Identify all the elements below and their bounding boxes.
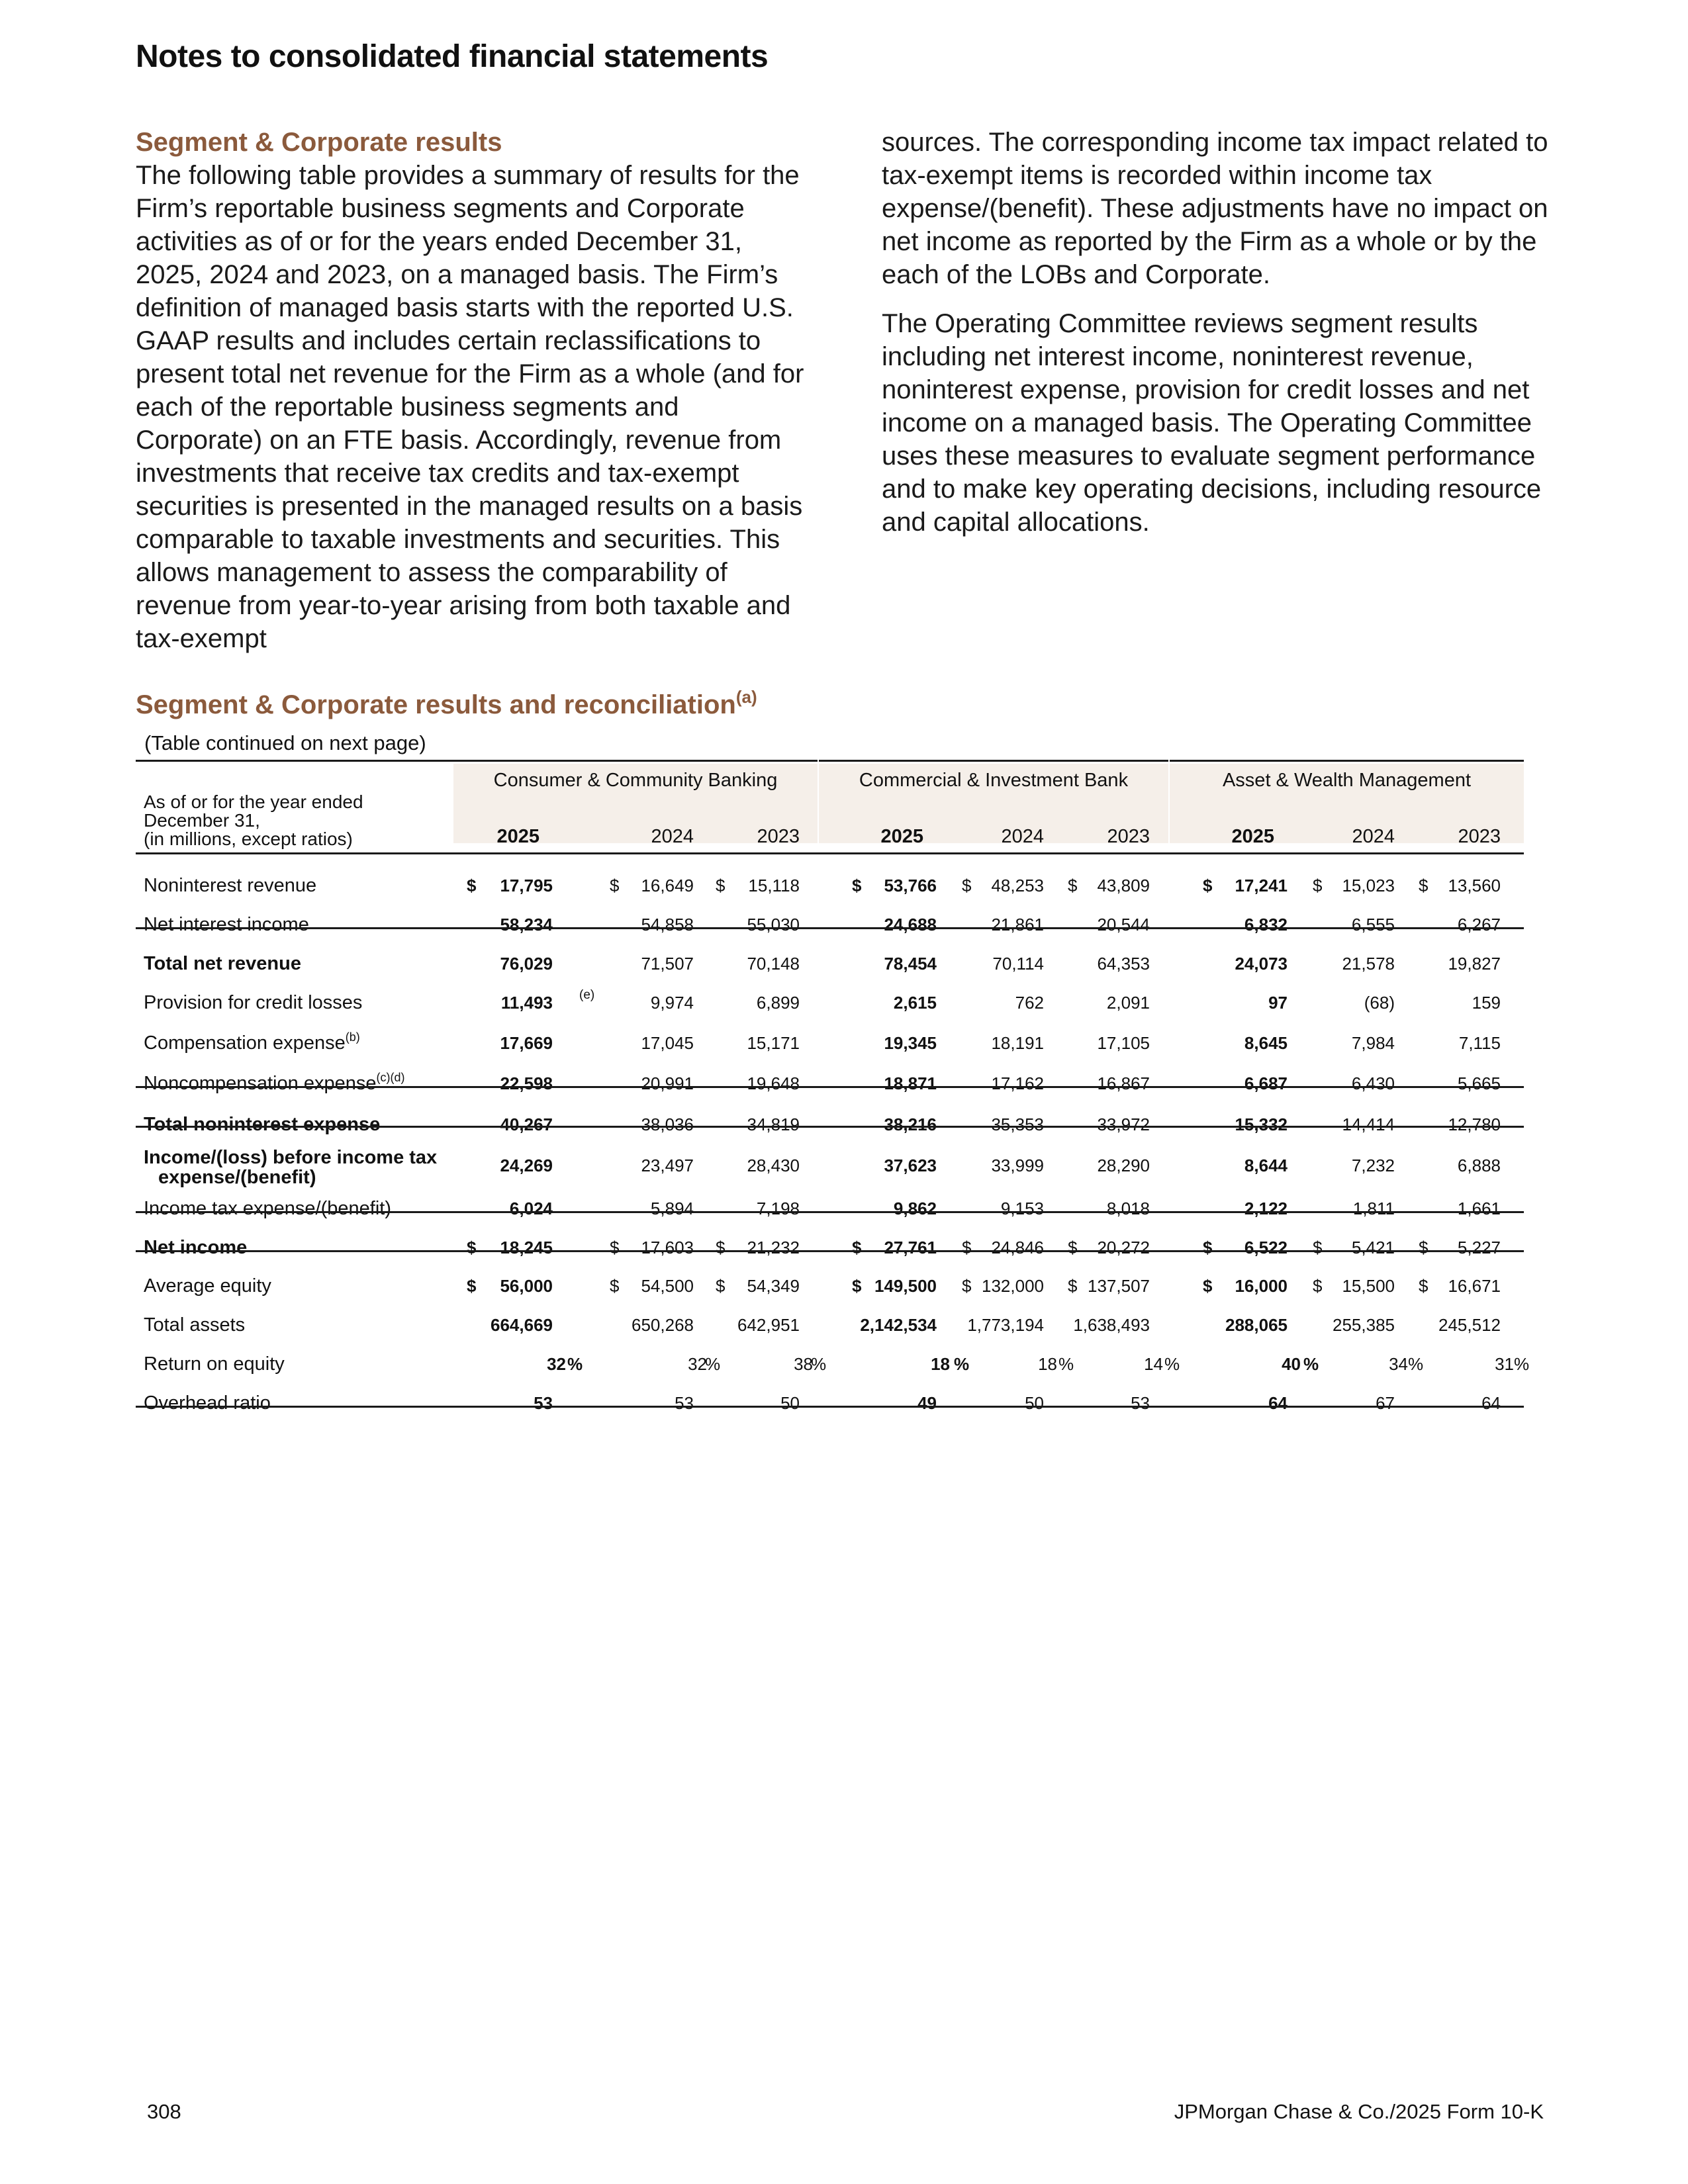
- table-cell: 32: [547, 1354, 566, 1374]
- table-cell: 78,454: [884, 954, 937, 974]
- table-cell: 6,430: [1351, 1073, 1395, 1093]
- table-cell: 6,555: [1351, 915, 1395, 934]
- table-cell: 22,598: [500, 1073, 553, 1093]
- table-cell: 33,999: [991, 1156, 1044, 1175]
- dollar-sign: $: [1068, 1238, 1078, 1257]
- table-cell: 27,761: [884, 1238, 937, 1257]
- table-cell: 53: [534, 1393, 553, 1413]
- table-cell: 255,385: [1333, 1315, 1395, 1335]
- percent-sign: %: [1408, 1354, 1424, 1374]
- dollar-sign: $: [716, 1276, 726, 1296]
- row-label-text: Return on equity: [144, 1353, 285, 1375]
- table-cell: 7,115: [1458, 1033, 1501, 1053]
- year-header: 2024: [651, 826, 694, 847]
- cell-footnote: (e): [579, 988, 595, 1002]
- table-cell: 28,290: [1097, 1156, 1150, 1175]
- table-cell: 20,272: [1097, 1238, 1150, 1257]
- row-label: [144, 1199, 391, 1218]
- row-label-text: Overhead ratio: [144, 1392, 271, 1414]
- row-label: [144, 993, 362, 1013]
- intro-paragraph-continued: sources. The corresponding income tax impact related to tax-exempt items is recorded within income tax expense/(benefit). These adjustments have no impact on net income as reported by the Firm as a whole or by the each of the LOBs and Corporate.: [882, 128, 1548, 289]
- table-cell: 43,809: [1097, 876, 1150, 895]
- table-cell: 19,345: [884, 1033, 937, 1053]
- row-label-text: Total assets: [144, 1314, 246, 1336]
- table-heading: [136, 688, 757, 721]
- table-cell: 18,245: [500, 1238, 553, 1257]
- table-cell: 48,253: [991, 876, 1044, 895]
- page-number: 308: [147, 2100, 181, 2123]
- table-cell: 50: [1025, 1393, 1044, 1413]
- table-cell: 9,862: [893, 1199, 937, 1218]
- table-rule: [136, 927, 1524, 929]
- table-cell: 149,500: [874, 1276, 937, 1296]
- row-label: [144, 954, 301, 974]
- table-cell: 18: [1038, 1354, 1057, 1374]
- table-cell: 53: [1131, 1393, 1150, 1413]
- table-cell: 245,512: [1438, 1315, 1501, 1335]
- table-cell: 23,497: [641, 1156, 694, 1175]
- table-cell: 288,065: [1225, 1315, 1288, 1335]
- segment-header: [1170, 760, 1524, 797]
- row-label: [144, 1276, 271, 1296]
- table-rule: [136, 1406, 1524, 1408]
- table-cell: 9,153: [1000, 1199, 1044, 1218]
- row-label-text: Provision for credit losses: [144, 992, 363, 1013]
- segment-title: Consumer & Community Banking: [493, 770, 778, 791]
- table-cell: 18: [931, 1354, 950, 1374]
- document-footer: JPMorgan Chase & Co./2025 Form 10-K: [1174, 2100, 1544, 2123]
- table-cell: 132,000: [982, 1276, 1044, 1296]
- table-cell: 1,661: [1457, 1199, 1501, 1218]
- table-cell: 21,578: [1342, 954, 1395, 974]
- table-cell: 17,045: [641, 1033, 694, 1053]
- dollar-sign: $: [962, 876, 972, 895]
- year-header: 2025: [496, 826, 539, 847]
- table-cell: 24,269: [500, 1156, 553, 1175]
- table-cell: 58,234: [500, 915, 553, 934]
- percent-sign: %: [811, 1354, 827, 1374]
- intro-paragraph-operating-committee: The Operating Committee reviews segment results including net interest income, noninterest revenue, noninterest expense, provision for credit losses and net income on a managed basis. The Operating Committee uses these measures to evaluate segment performance and to make key operating decisions, including resource and capital allocations.: [882, 309, 1542, 537]
- row-label-text: Compensation expense: [144, 1032, 346, 1054]
- dollar-sign: $: [1419, 1276, 1429, 1296]
- table-cell: 11,493: [500, 993, 553, 1013]
- table-cell: 54,349: [747, 1276, 800, 1296]
- section-heading: Segment & Corporate results: [136, 128, 502, 157]
- dollar-sign: $: [467, 876, 477, 895]
- table-cell: 33,972: [1097, 1115, 1150, 1134]
- column-header-line: (in millions, except ratios): [144, 829, 353, 849]
- table-cell: 18,871: [884, 1073, 937, 1093]
- table-cell: 1,638,493: [1073, 1315, 1150, 1335]
- table-cell: 8,644: [1244, 1156, 1288, 1175]
- table-cell: 15,500: [1342, 1276, 1395, 1296]
- table-rule: [136, 1211, 1524, 1213]
- table-cell: 17,795: [500, 876, 553, 895]
- percent-sign: %: [567, 1354, 583, 1374]
- column-header-line: December 31,: [144, 810, 260, 831]
- percent-sign: %: [1514, 1354, 1530, 1374]
- segment-title: Asset & Wealth Management: [1222, 770, 1472, 791]
- intro-left-column: [136, 126, 804, 671]
- row-label: [144, 1115, 380, 1134]
- dollar-sign: $: [716, 876, 726, 895]
- row-label: [144, 1354, 285, 1374]
- segment-title: Commercial & Investment Bank: [859, 770, 1129, 791]
- row-label: [144, 1393, 271, 1413]
- row-label-text: Average equity: [144, 1275, 271, 1297]
- column-header: [144, 793, 363, 848]
- segment-header: [819, 760, 1168, 797]
- table-cell: 1,773,194: [967, 1315, 1044, 1335]
- table-cell: 2,142,534: [860, 1315, 937, 1335]
- table-cell: 1,811: [1352, 1199, 1395, 1218]
- table-cell: 7,198: [756, 1199, 800, 1218]
- year-header: 2023: [757, 826, 800, 847]
- dollar-sign: $: [852, 1238, 862, 1257]
- row-label: [144, 1238, 247, 1257]
- table-cell: 38,036: [641, 1115, 694, 1134]
- table-cell: 64,353: [1097, 954, 1150, 974]
- table-cell: 8,645: [1244, 1033, 1288, 1053]
- table-cell: 55,030: [747, 915, 800, 934]
- table-cell: 5,227: [1457, 1238, 1501, 1257]
- dollar-sign: $: [1419, 876, 1429, 895]
- table-cell: 67: [1376, 1393, 1395, 1413]
- table-cell: 9,974: [650, 993, 694, 1013]
- dollar-sign: $: [962, 1276, 972, 1296]
- table-cell: 28,430: [747, 1156, 800, 1175]
- row-label-text: Noncompensation expense: [144, 1073, 377, 1094]
- table-cell: 54,858: [641, 915, 694, 934]
- table-cell: 64: [1481, 1393, 1501, 1413]
- year-header: 2025: [1231, 826, 1274, 847]
- table-continued-note: (Table continued on next page): [144, 731, 426, 754]
- table-cell: 5,421: [1351, 1238, 1395, 1257]
- table-cell: 2,091: [1106, 993, 1150, 1013]
- table-cell: 21,232: [747, 1238, 800, 1257]
- table-cell: 6,687: [1244, 1073, 1288, 1093]
- table-cell: 56,000: [500, 1276, 553, 1296]
- table-cell: 2,122: [1244, 1199, 1288, 1218]
- table-rule: [136, 1086, 1524, 1088]
- table-cell: 70,148: [747, 954, 800, 974]
- percent-sign: %: [954, 1354, 970, 1374]
- header-bottom-rule: [136, 852, 1524, 854]
- dollar-sign: $: [467, 1238, 477, 1257]
- table-cell: 6,888: [1457, 1156, 1501, 1175]
- table-cell: 12,780: [1448, 1115, 1501, 1134]
- dollar-sign: $: [1203, 1276, 1213, 1296]
- table-cell: 15,171: [747, 1033, 800, 1053]
- row-label-text: Income tax expense/(benefit): [144, 1198, 391, 1219]
- table-cell: 15,023: [1342, 876, 1395, 895]
- table-cell: 17,241: [1235, 876, 1288, 895]
- table-cell: 76,029: [500, 954, 553, 974]
- percent-sign: %: [1058, 1354, 1074, 1374]
- table-cell: 14,414: [1342, 1115, 1395, 1134]
- table-cell: 14: [1144, 1354, 1163, 1374]
- table-cell: 6,024: [509, 1199, 553, 1218]
- segment-header: [453, 760, 818, 797]
- table-cell: (68): [1364, 993, 1395, 1013]
- table-cell: 40: [1282, 1354, 1301, 1374]
- table-cell: 53,766: [884, 876, 937, 895]
- dollar-sign: $: [1313, 1276, 1323, 1296]
- table-cell: 159: [1472, 993, 1501, 1013]
- table-cell: 24,846: [991, 1238, 1044, 1257]
- table-cell: 35,353: [991, 1115, 1044, 1134]
- row-label: [144, 1148, 437, 1187]
- percent-sign: %: [1303, 1354, 1319, 1374]
- table-cell: 17,162: [991, 1073, 1044, 1093]
- table-cell: 15,332: [1235, 1115, 1288, 1134]
- dollar-sign: $: [467, 1276, 477, 1296]
- table-cell: 650,268: [632, 1315, 694, 1335]
- row-label-line: Income/(loss) before income tax: [144, 1147, 438, 1168]
- table-cell: 19,827: [1448, 954, 1501, 974]
- table-cell: 7,984: [1351, 1033, 1395, 1053]
- table-cell: 31: [1495, 1354, 1514, 1374]
- table-cell: 6,267: [1457, 915, 1501, 934]
- row-label: [144, 1073, 404, 1093]
- row-label-line: expense/(benefit): [158, 1167, 316, 1188]
- table-cell: 6,832: [1244, 915, 1288, 934]
- table-cell: 20,544: [1097, 915, 1150, 934]
- year-header: 2025: [880, 826, 923, 847]
- dollar-sign: $: [1068, 1276, 1078, 1296]
- table-cell: 38: [794, 1354, 813, 1374]
- page-title: Notes to consolidated financial statements: [136, 39, 769, 74]
- table-cell: 70,114: [992, 954, 1044, 974]
- table-cell: 71,507: [641, 954, 694, 974]
- row-label: [144, 876, 316, 895]
- table-cell: 24,073: [1235, 954, 1288, 974]
- table-cell: 664,669: [491, 1315, 553, 1335]
- dollar-sign: $: [610, 876, 620, 895]
- table-cell: 6,899: [756, 993, 800, 1013]
- row-label-text: Net interest income: [144, 914, 309, 935]
- table-cell: 17,105: [1097, 1033, 1150, 1053]
- table-cell: 38,216: [884, 1115, 937, 1134]
- table-cell: 16,000: [1235, 1276, 1288, 1296]
- table-cell: 53: [675, 1393, 694, 1413]
- row-label-text: Net income: [144, 1237, 248, 1258]
- table-cell: 2,615: [893, 993, 937, 1013]
- dollar-sign: $: [610, 1276, 620, 1296]
- dollar-sign: $: [1313, 1238, 1323, 1257]
- intro-paragraph: The following table provides a summary of results for the Firm’s reportable business segments and Corporate activities as of or for the years ended December 31, 2025, 2024 and 2023, on a managed basis. The Firm’s definition of managed basis starts with the reported U.S. GAAP results and includes certain reclassifications to present total net revenue for the Firm as a whole (and for each of the reportable business segments and Corporate) on an FTE basis. Accordingly, revenue from investments that receive tax credits and tax-exempt securities is presented in the managed results on a basis comparable to taxable investments and securities. This allows management to assess the comparability of revenue from year-to-year arising from both taxable and tax-exempt: [136, 161, 804, 653]
- table-cell: 16,671: [1448, 1276, 1501, 1296]
- table-cell: 24,688: [884, 915, 937, 934]
- table-cell: 97: [1268, 993, 1288, 1013]
- table-cell: 20,991: [641, 1073, 694, 1093]
- table-cell: 13,560: [1448, 876, 1501, 895]
- table-cell: 5,665: [1457, 1073, 1501, 1093]
- table-cell: 17,603: [641, 1238, 694, 1257]
- table-heading-footnote: (a): [735, 687, 757, 707]
- table-cell: 54,500: [641, 1276, 694, 1296]
- year-header: 2023: [1107, 826, 1150, 847]
- row-label-footnote: (b): [345, 1030, 360, 1044]
- table-cell: 16,649: [641, 876, 694, 895]
- intro-right-column: [882, 126, 1560, 555]
- column-header-line: As of or for the year ended: [144, 792, 363, 812]
- year-header: 2024: [1352, 826, 1395, 847]
- row-label-footnote: (c)(d): [376, 1071, 405, 1084]
- percent-sign: %: [1164, 1354, 1180, 1374]
- row-label-text: Total noninterest expense: [144, 1114, 381, 1135]
- percent-sign: %: [705, 1354, 721, 1374]
- table-heading-text: Segment & Corporate results and reconciliation: [136, 690, 736, 719]
- table-cell: 37,623: [884, 1156, 937, 1175]
- dollar-sign: $: [1419, 1238, 1429, 1257]
- dollar-sign: $: [962, 1238, 972, 1257]
- dollar-sign: $: [1203, 876, 1213, 895]
- table-cell: 50: [780, 1393, 800, 1413]
- dollar-sign: $: [716, 1238, 726, 1257]
- table-cell: 34: [1389, 1354, 1408, 1374]
- table-cell: 18,191: [991, 1033, 1044, 1053]
- table-cell: 17,669: [500, 1033, 553, 1053]
- dollar-sign: $: [610, 1238, 620, 1257]
- table-cell: 762: [1015, 993, 1044, 1013]
- dollar-sign: $: [1203, 1238, 1213, 1257]
- table-cell: 8,018: [1106, 1199, 1150, 1218]
- row-label: [144, 1315, 245, 1335]
- table-cell: 32: [688, 1354, 707, 1374]
- table-rule: [136, 1126, 1524, 1128]
- table-cell: 15,118: [748, 876, 800, 895]
- table-cell: 21,861: [991, 915, 1044, 934]
- table-cell: 7,232: [1351, 1156, 1395, 1175]
- dollar-sign: $: [1068, 876, 1078, 895]
- table-cell: 64: [1268, 1393, 1288, 1413]
- table-cell: 34,819: [747, 1115, 800, 1134]
- year-header: 2023: [1458, 826, 1501, 847]
- dollar-sign: $: [852, 876, 862, 895]
- table-cell: 642,951: [737, 1315, 800, 1335]
- table-cell: 40,267: [500, 1115, 553, 1134]
- table-cell: 19,648: [747, 1073, 800, 1093]
- row-label: [144, 915, 309, 934]
- row-label-text: Total net revenue: [144, 953, 301, 974]
- year-header: 2024: [1001, 826, 1044, 847]
- table-cell: 49: [917, 1393, 937, 1413]
- table-cell: 16,867: [1097, 1073, 1150, 1093]
- table-cell: 137,507: [1088, 1276, 1150, 1296]
- table-cell: 5,894: [650, 1199, 694, 1218]
- table-cell: 6,522: [1244, 1238, 1288, 1257]
- dollar-sign: $: [1313, 876, 1323, 895]
- row-label: [144, 1030, 360, 1054]
- dollar-sign: $: [852, 1276, 862, 1296]
- table-rule: [136, 1250, 1524, 1252]
- table-top-rule: [136, 760, 453, 762]
- row-label-text: Noninterest revenue: [144, 875, 317, 896]
